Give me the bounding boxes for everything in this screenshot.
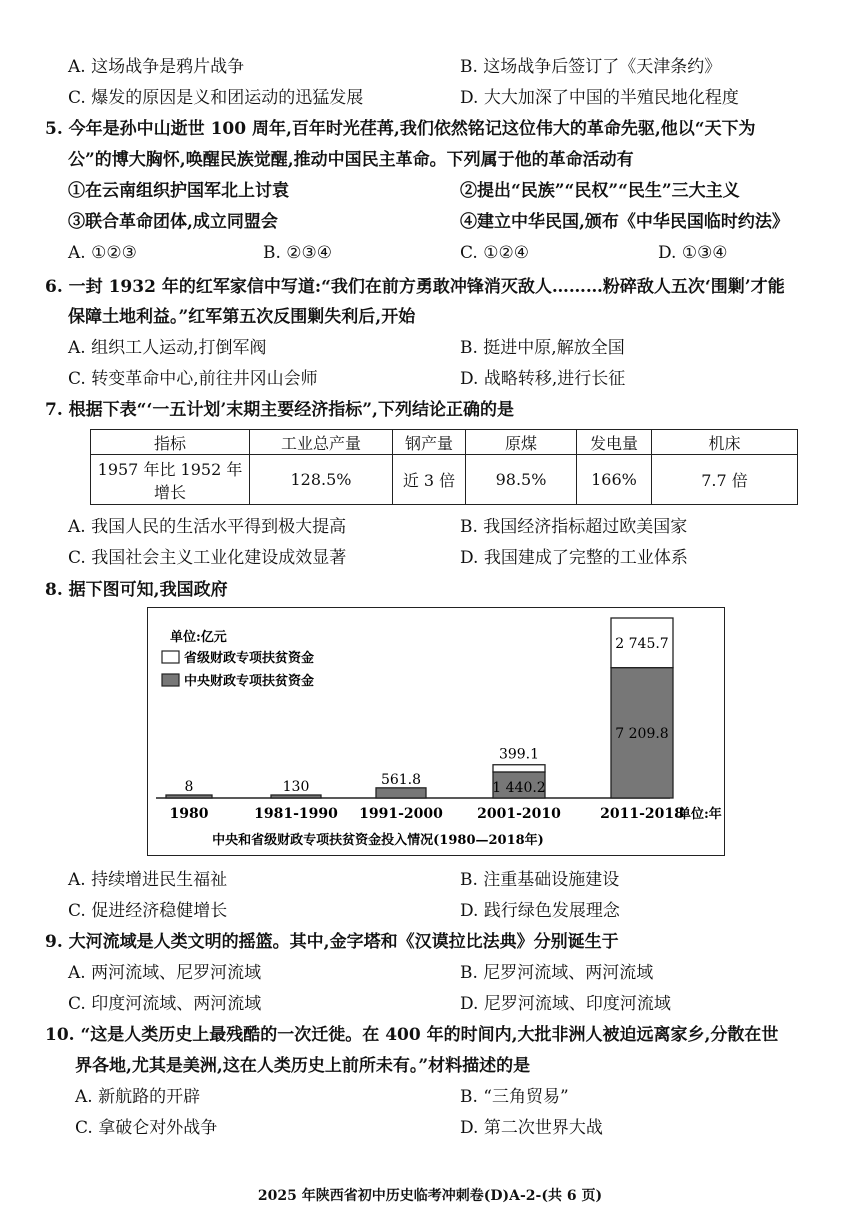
bar-value-label: 2 745.7 <box>615 635 669 652</box>
q5-statement-1: ①在云南组织护国军北上讨袁 <box>68 181 289 201</box>
q6-stem-line1: 6. 一封 1932 年的红军家信中写道:“我们在前方勇敢冲锋消灭敌人………粉碎敌人五次‘围剿’才能 <box>45 277 785 297</box>
bar-segment <box>166 795 212 798</box>
q9-option-a: A. 两河流域、尼罗河流域 <box>68 963 262 983</box>
x-tick-label: 1980 <box>169 806 209 822</box>
x-unit-label: 单位:年 <box>678 807 722 822</box>
q5-option-b: B. ②③④ <box>263 243 333 263</box>
chart-canvas <box>148 608 726 857</box>
q4-option-c: C. 爆发的原因是义和团运动的迅猛发展 <box>68 88 364 108</box>
q7-option-d: D. 我国建成了完整的工业体系 <box>460 548 688 568</box>
table-header-cell: 机床 <box>652 430 798 455</box>
q5-option-d: D. ①③④ <box>658 243 728 263</box>
q8-stem: 8. 据下图可知,我国政府 <box>45 580 228 600</box>
q6-option-a: A. 组织工人运动,打倒军阀 <box>68 338 267 358</box>
bar-value-label: 399.1 <box>498 746 540 763</box>
q5-statement-3: ③联合革命团体,成立同盟会 <box>68 212 278 232</box>
x-tick-label: 2011-2018 <box>600 806 684 822</box>
x-tick-label: 2001-2010 <box>477 806 561 822</box>
q6-option-d: D. 战略转移,进行长征 <box>460 369 626 389</box>
bar-segment <box>493 765 545 772</box>
q5-stem-line1: 5. 今年是孙中山逝世 100 周年,百年时光荏苒,我们依然铭记这位伟大的革命先驱,他以“天下为 <box>45 119 756 139</box>
page-footer: 2025 年陕西省初中历史临考冲刺卷(D)A-2-(共 6 页) <box>257 1188 603 1204</box>
q9-option-c: C. 印度河流域、两河流域 <box>68 994 262 1014</box>
bar-segment <box>376 788 426 798</box>
q4-option-a: A. 这场战争是鸦片战争 <box>68 57 245 77</box>
q7-stem: 7. 根据下表“‘一五计划’末期主要经济指标”,下列结论正确的是 <box>45 400 514 420</box>
q6-stem-line2: 保障土地利益。”红军第五次反围剿失利后,开始 <box>68 307 416 327</box>
table-cell: 近 3 倍 <box>393 455 466 505</box>
table-header-cell: 原煤 <box>466 430 577 455</box>
q5-statement-2: ②提出“民族”“民权”“民生”三大主义 <box>460 181 740 201</box>
q7-option-c: C. 我国社会主义工业化建设成效显著 <box>68 548 347 568</box>
q6-option-b: B. 挺进中原,解放全国 <box>460 338 625 358</box>
legend-swatch-central <box>162 674 179 686</box>
table-cell: 7.7 倍 <box>652 455 798 505</box>
table-header-cell: 钢产量 <box>393 430 466 455</box>
bar-segment <box>271 795 321 798</box>
q4-option-d: D. 大大加深了中国的半殖民地化程度 <box>460 88 739 108</box>
bar-value-label: 1 440.2 <box>492 780 546 796</box>
bar-value-label: 561.8 <box>380 771 422 788</box>
q8-option-a: A. 持续增进民生福祉 <box>68 870 228 890</box>
table-header-cell: 工业总产量 <box>250 430 393 455</box>
q9-stem: 9. 大河流域是人类文明的摇篮。其中,金字塔和《汉谟拉比法典》分别诞生于 <box>45 932 619 952</box>
q8-option-c: C. 促进经济稳健增长 <box>68 901 228 921</box>
q9-option-b: B. 尼罗河流域、两河流域 <box>460 963 654 983</box>
q8-option-b: B. 注重基础设施建设 <box>460 870 620 890</box>
q9-option-d: D. 尼罗河流域、印度河流域 <box>460 994 671 1014</box>
q4-option-b: B. 这场战争后签订了《天津条约》 <box>460 57 722 77</box>
poverty-fund-chart <box>147 607 725 856</box>
q5-option-a: A. ①②③ <box>68 243 137 263</box>
table-header-row <box>91 430 798 455</box>
bar-value-label: 8 <box>184 779 194 795</box>
economic-indicators-table <box>90 429 798 505</box>
q10-stem-line2: 界各地,尤其是美洲,这在人类历史上前所未有。”材料描述的是 <box>75 1056 531 1076</box>
legend-label-central: 中央财政专项扶贫资金 <box>184 674 315 689</box>
q5-statement-4: ④建立中华民国,颁布《中华民国临时约法》 <box>460 212 789 232</box>
bar-value-label: 7 209.8 <box>615 725 669 742</box>
q10-option-b: B. “三角贸易” <box>460 1087 569 1107</box>
q10-option-a: A. 新航路的开辟 <box>75 1087 201 1107</box>
table-header-cell: 发电量 <box>577 430 652 455</box>
table-cell: 166% <box>577 455 652 505</box>
table-cell: 98.5% <box>466 455 577 505</box>
q8-option-d: D. 践行绿色发展理念 <box>460 901 620 921</box>
table-cell: 1957 年比 1952 年增长 <box>91 455 250 505</box>
table-row <box>91 455 798 505</box>
bar-value-label: 130 <box>282 779 310 795</box>
table-header-cell: 指标 <box>91 430 250 455</box>
x-tick-label: 1981-1990 <box>254 806 338 822</box>
q7-option-b: B. 我国经济指标超过欧美国家 <box>460 517 688 537</box>
q5-stem-line2: 公”的博大胸怀,唤醒民族觉醒,推动中国民主革命。下列属于他的革命活动有 <box>68 150 634 170</box>
q5-option-c: C. ①②④ <box>460 243 529 263</box>
x-tick-label: 1991-2000 <box>359 806 443 822</box>
q10-stem-line1: 10. “这是人类历史上最残酷的一次迁徙。在 400 年的时间内,大批非洲人被迫远离家乡,分散在世 <box>45 1025 779 1045</box>
chart-unit-label: 单位:亿元 <box>170 630 227 645</box>
q10-option-c: C. 拿破仑对外战争 <box>75 1118 218 1138</box>
q6-option-c: C. 转变革命中心,前往井冈山会师 <box>68 369 318 389</box>
legend-label-provincial: 省级财政专项扶贫资金 <box>184 651 315 666</box>
legend-swatch-provincial <box>162 651 179 663</box>
chart-caption: 中央和省级财政专项扶贫资金投入情况(1980—2018年) <box>212 833 544 848</box>
q7-option-a: A. 我国人民的生活水平得到极大提高 <box>68 517 347 537</box>
q10-option-d: D. 第二次世界大战 <box>460 1118 603 1138</box>
table-cell: 128.5% <box>250 455 393 505</box>
